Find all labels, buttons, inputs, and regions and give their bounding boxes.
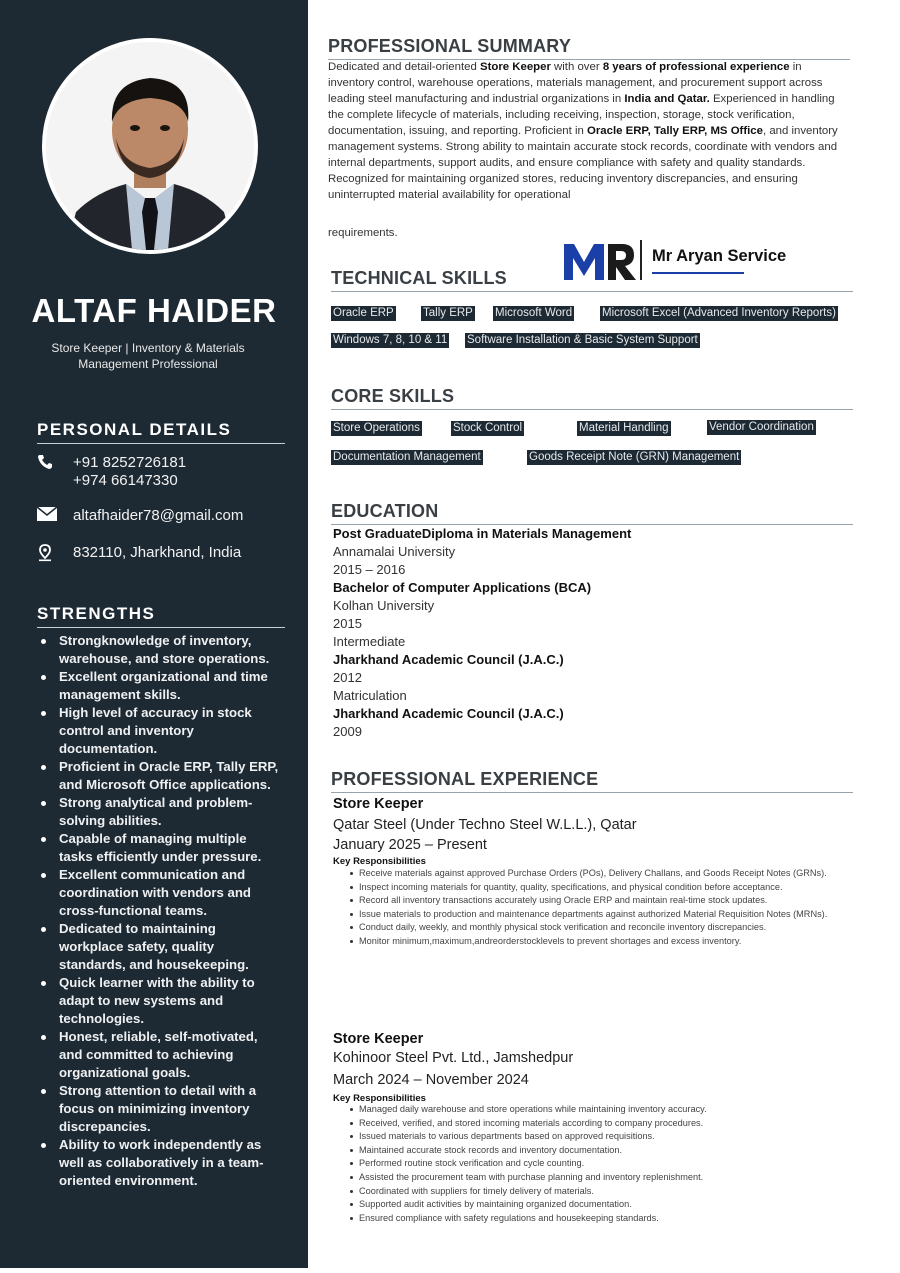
candidate-title-line1: Store Keeper | Inventory & Materials: [51, 341, 245, 355]
edu-degree: Bachelor of Computer Applications (BCA): [333, 580, 592, 595]
summary-part: Experienced in handling the complete lifecycle of materials, including receiving, inspection, storage, stock verification, documentation, issuing, and reporting. Proficient in: [328, 93, 835, 137]
phone-icon: [37, 454, 73, 475]
job-company: Kohinoor Steel Pvt. Ltd., Jamshedpur: [333, 1050, 574, 1066]
responsibilities-list: [350, 1103, 850, 1225]
list-item: Ensured compliance with safety regulations and housekeeping standards.: [350, 1212, 850, 1226]
list-item: Record all inventory transactions accurately using Oracle ERP and maintain real-time stock updates.: [350, 894, 850, 908]
person-portrait-icon: [46, 42, 254, 250]
list-item: Strongknowledge of inventory, warehouse, and store operations.: [37, 632, 283, 668]
list-item: Excellent organizational and time management skills.: [37, 668, 283, 704]
skill-chip: Microsoft Excel (Advanced Inventory Reports): [602, 307, 836, 319]
responsibilities-list: [350, 867, 850, 949]
list-item: Conduct daily, weekly, and monthly physical stock verification and reconcile inventory discrepancies.: [350, 921, 850, 935]
list-item: High level of accuracy in stock control and inventory documentation.: [37, 704, 283, 758]
summary-bold: 8 years of professional experience: [602, 61, 790, 73]
list-item: Ability to work independently as well as collaboratively in a team-oriented environment.: [37, 1136, 283, 1190]
summary-end-text: requirements.: [328, 227, 398, 239]
strengths-list: [37, 632, 283, 1190]
edu-level: Matriculation: [333, 688, 407, 703]
skill-chip: Material Handling: [579, 422, 669, 434]
list-item: Maintained accurate stock records and inventory documentation.: [350, 1144, 850, 1158]
candidate-title: [30, 340, 266, 372]
skill-chip: Oracle ERP: [333, 307, 394, 319]
list-item: Managed daily warehouse and store operations while maintaining inventory accuracy.: [350, 1103, 850, 1117]
key-responsibilities-label: Key Responsibilities: [333, 856, 426, 867]
mr-logo-icon: [562, 238, 638, 284]
key-responsibilities-label: Key Responsibilities: [333, 1093, 426, 1104]
summary-heading: PROFESSIONAL SUMMARY: [328, 36, 850, 60]
list-item: Assisted the procurement team with purchase planning and inventory replenishment.: [350, 1171, 850, 1185]
list-item: Issue materials to production and maintenance departments against authorized Material Requisition Notes (MRNs).: [350, 908, 850, 922]
skill-chip: Documentation Management: [333, 451, 481, 463]
edu-board: Jharkhand Academic Council (J.A.C.): [333, 652, 564, 667]
phone-numbers: [73, 454, 186, 490]
list-item: Inspect incoming materials for quantity, quality, specifications, and physical condition before acceptance.: [350, 881, 850, 895]
personal-details-heading: PERSONAL DETAILS: [37, 420, 285, 444]
list-item: Honest, reliable, self-motivated, and committed to achieving organizational goals.: [37, 1028, 283, 1082]
email-row: [37, 507, 287, 526]
brand-name: Mr Aryan Service: [652, 247, 787, 265]
list-item: Received, verified, and stored incoming materials according to company procedures.: [350, 1117, 850, 1131]
phone-row: [37, 454, 287, 490]
list-item: Coordinated with suppliers for timely delivery of materials.: [350, 1185, 850, 1199]
edu-institution: Annamalai University: [333, 544, 456, 559]
skill-chip: Vendor Coordination: [709, 421, 814, 433]
phone-number-india[interactable]: +91 8252726181: [73, 454, 187, 471]
education-heading: EDUCATION: [331, 501, 853, 525]
skill-chip: Stock Control: [453, 422, 523, 434]
edu-year: 2009: [333, 724, 362, 739]
job-dates: March 2024 – November 2024: [333, 1072, 529, 1088]
summary-part: , and inventory management systems. Strong ability to maintain accurate stock records, coordinate with vendors and internal departments, support audits, and ensure compliance with safety and quality standards. Recognized for maintaining organized stores, reducing inventory discrepancies, and ensuring uninterrupted material availability for operational: [328, 125, 838, 201]
phone-number-qatar[interactable]: +974 66147330: [73, 472, 178, 489]
list-item: Capable of managing multiple tasks efficiently under pressure.: [37, 830, 283, 866]
job-dates: January 2025 – Present: [333, 837, 487, 853]
location-pin-icon: [37, 544, 73, 567]
skill-chip: Goods Receipt Note (GRN) Management: [529, 451, 740, 463]
skill-chip: Windows 7, 8, 10 & 11: [333, 334, 448, 346]
envelope-icon: [37, 507, 73, 526]
education-list: [333, 525, 853, 741]
summary-part: with over: [550, 61, 603, 73]
location-text: 832110, Jharkhand, India: [73, 544, 242, 561]
brand-separator: [640, 240, 642, 280]
email-address[interactable]: altafhaider78@gmail.com: [73, 507, 244, 524]
job-company: Qatar Steel (Under Techno Steel W.L.L.), Qatar: [333, 817, 637, 833]
list-item: Issued materials to various departments based on approved requisitions.: [350, 1130, 850, 1144]
job-title: Store Keeper: [333, 796, 424, 812]
brand-watermark: [562, 238, 812, 284]
edu-institution: Kolhan University: [333, 598, 435, 613]
candidate-name: ALTAF HAIDER: [31, 292, 277, 329]
list-item: Supported audit activities by maintaining organized documentation.: [350, 1198, 850, 1212]
core-skills-heading: CORE SKILLS: [331, 386, 853, 410]
skill-chip: Software Installation & Basic System Support: [467, 334, 698, 346]
summary-part: Dedicated and detail-oriented: [328, 61, 480, 73]
list-item: Excellent communication and coordination with vendors and cross-functional teams.: [37, 866, 283, 920]
summary-bold: Oracle ERP, Tally ERP, MS Office: [586, 125, 763, 137]
summary-text: [328, 59, 850, 203]
brand-underline: [652, 272, 744, 274]
edu-year: 2015 – 2016: [333, 562, 406, 577]
profile-photo: [42, 38, 258, 254]
list-item: Strong analytical and problem-solving abilities.: [37, 794, 283, 830]
edu-year: 2015: [333, 616, 362, 631]
summary-part: in inventory control, warehouse operations, materials management, and procurement support across leading steel manufacturing and industrial organizations in: [328, 61, 823, 105]
list-item: Monitor minimum,maximum,andreorderstocklevels to prevent shortages and excess inventory.: [350, 935, 850, 949]
skill-chip: Tally ERP: [423, 307, 473, 319]
sidebar: [0, 0, 308, 1268]
list-item: Dedicated to maintaining workplace safety, quality standards, and housekeeping.: [37, 920, 283, 974]
experience-heading: PROFESSIONAL EXPERIENCE: [331, 769, 853, 793]
summary-bold: Store Keeper: [479, 61, 551, 73]
strengths-heading: STRENGTHS: [37, 604, 285, 628]
edu-degree: Post GraduateDiploma in Materials Management: [333, 526, 632, 541]
list-item: Performed routine stock verification and cycle counting.: [350, 1157, 850, 1171]
job-title: Store Keeper: [333, 1031, 424, 1047]
edu-board: Jharkhand Academic Council (J.A.C.): [333, 706, 564, 721]
skill-chip: Microsoft Word: [495, 307, 573, 319]
location-row: [37, 544, 287, 567]
candidate-title-line2: Management Professional: [78, 357, 218, 371]
edu-year: 2012: [333, 670, 362, 685]
skill-chip: Store Operations: [333, 422, 420, 434]
edu-level: Intermediate: [333, 634, 406, 649]
technical-skills-heading: TECHNICAL SKILLS: [331, 268, 853, 292]
list-item: Strong attention to detail with a focus on minimizing inventory discrepancies.: [37, 1082, 283, 1136]
summary-bold: India and Qatar.: [624, 93, 710, 105]
list-item: Quick learner with the ability to adapt to new systems and technologies.: [37, 974, 283, 1028]
list-item: Receive materials against approved Purchase Orders (POs), Delivery Challans, and Goods Receipt Notes (GRNs).: [350, 867, 850, 881]
list-item: Proficient in Oracle ERP, Tally ERP, and Microsoft Office applications.: [37, 758, 283, 794]
